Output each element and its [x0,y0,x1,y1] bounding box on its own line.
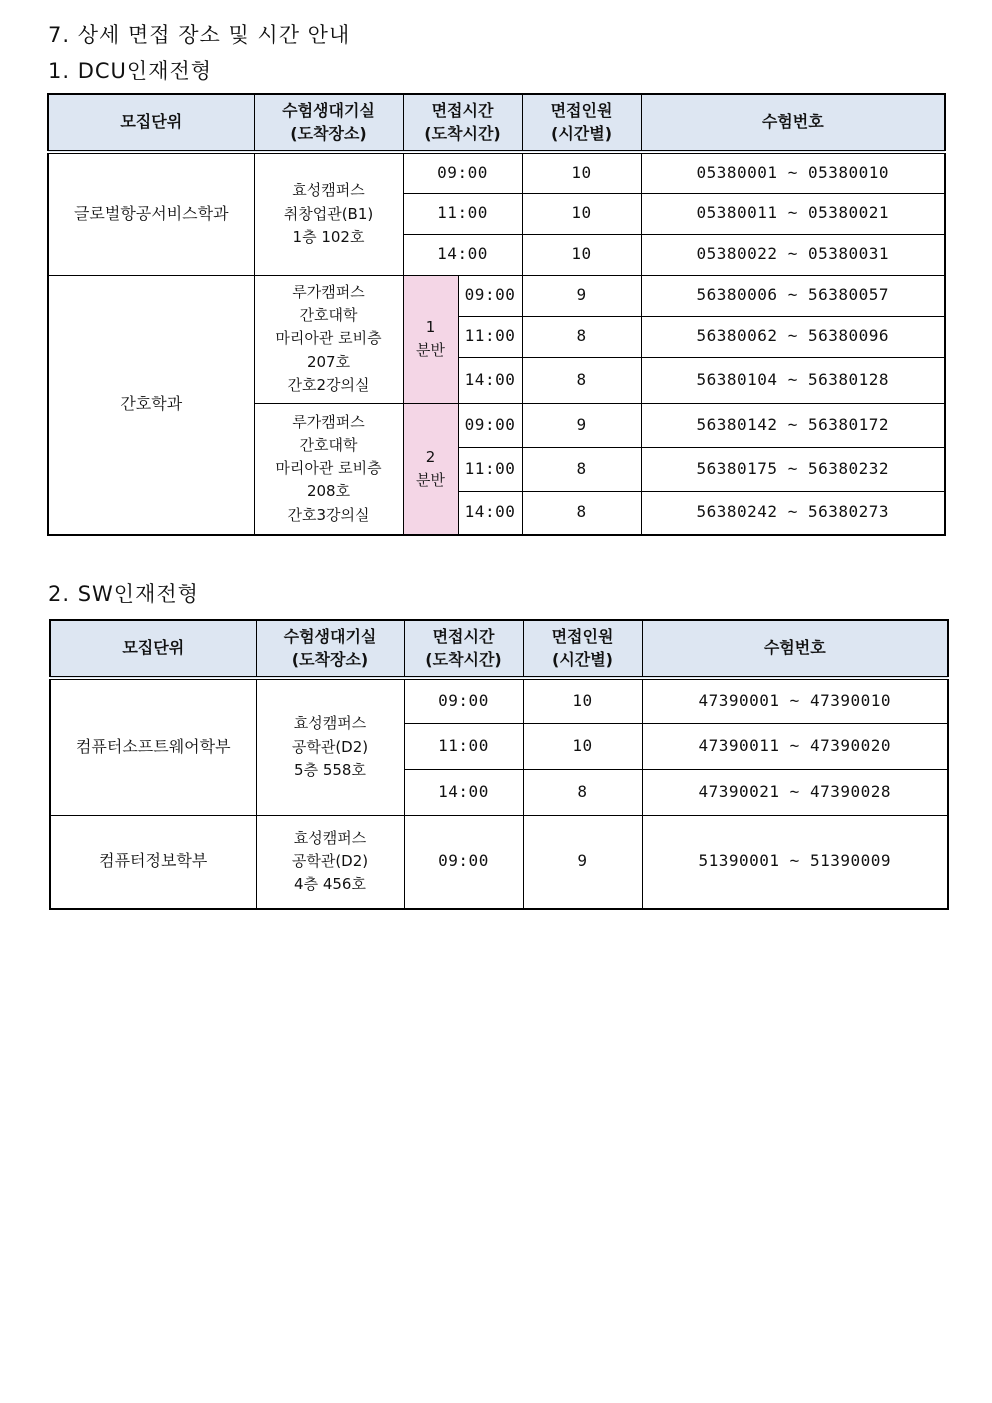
interview-time: 09:00 [458,275,522,316]
table-header-row [50,620,948,678]
interview-count: 8 [522,357,641,403]
table-row [50,678,948,723]
interview-time: 14:00 [458,491,522,535]
interview-count: 9 [522,275,641,316]
exam-number-range: 05380011 ~ 05380021 [641,193,945,234]
exam-number-range: 56380104 ~ 56380128 [641,357,945,403]
interview-time: 11:00 [404,723,523,769]
interview-count: 10 [522,234,641,275]
interview-time: 11:00 [403,193,522,234]
waiting-room: 루가캠퍼스 간호대학 마리아관 로비층 208호 간호3강의실 [254,403,403,535]
dcu-title: 1. DCU인재전형 [48,59,213,83]
exam-number-range: 56380062 ~ 56380096 [641,316,945,357]
exam-number-range: 56380175 ~ 56380232 [641,447,945,491]
header-unit: 모집단위 [48,94,254,152]
interview-time: 09:00 [403,152,522,193]
interview-count: 8 [522,316,641,357]
interview-count: 10 [523,723,642,769]
exam-number-range: 56380142 ~ 56380172 [641,403,945,447]
header-time: 면접시간 (도착시간) [403,94,522,152]
interview-time: 11:00 [458,316,522,357]
dept-name: 컴퓨터정보학부 [50,815,256,909]
interview-time: 09:00 [404,815,523,909]
interview-time: 11:00 [458,447,522,491]
interview-count: 10 [523,678,642,723]
header-time: 면접시간 (도착시간) [404,620,523,678]
waiting-room: 효성캠퍼스 공학관(D2) 5층 558호 [256,678,404,815]
interview-count: 10 [522,193,641,234]
sw-schedule-table [49,619,949,910]
interview-count: 8 [522,447,641,491]
exam-number-range: 47390021 ~ 47390028 [642,769,948,815]
interview-count: 9 [523,815,642,909]
interview-time: 09:00 [404,678,523,723]
dept-name: 컴퓨터소프트웨어학부 [50,678,256,815]
sw-title: 2. SW인재전형 [48,582,199,606]
waiting-room: 효성캠퍼스 취창업관(B1) 1층 102호 [254,152,403,275]
interview-time: 14:00 [458,357,522,403]
header-room: 수험생대기실 (도착장소) [254,94,403,152]
interview-count: 10 [522,152,641,193]
waiting-room: 효성캠퍼스 공학관(D2) 4층 456호 [256,815,404,909]
interview-count: 8 [522,491,641,535]
section-title: 7. 상세 면접 장소 및 시간 안내 [48,23,351,47]
interview-count: 9 [522,403,641,447]
class-group-badge: 1 분반 [403,275,458,403]
exam-number-range: 56380242 ~ 56380273 [641,491,945,535]
dcu-schedule-table [47,93,946,536]
exam-number-range: 05380001 ~ 05380010 [641,152,945,193]
dept-name: 글로벌항공서비스학과 [48,152,254,275]
table-row [48,152,945,193]
interview-time: 14:00 [403,234,522,275]
exam-number-range: 05380022 ~ 05380031 [641,234,945,275]
exam-number-range: 51390001 ~ 51390009 [642,815,948,909]
header-count: 면접인원 (시간별) [523,620,642,678]
table-row [50,815,948,909]
exam-number-range: 47390011 ~ 47390020 [642,723,948,769]
waiting-room: 루가캠퍼스 간호대학 마리아관 로비층 207호 간호2강의실 [254,275,403,403]
class-group-badge: 2 분반 [403,403,458,535]
table-row [48,275,945,316]
table-header-row [48,94,945,152]
exam-number-range: 56380006 ~ 56380057 [641,275,945,316]
header-unit: 모집단위 [50,620,256,678]
header-exam-no: 수험번호 [641,94,945,152]
exam-number-range: 47390001 ~ 47390010 [642,678,948,723]
interview-count: 8 [523,769,642,815]
header-exam-no: 수험번호 [642,620,948,678]
interview-time: 14:00 [404,769,523,815]
header-count: 면접인원 (시간별) [522,94,641,152]
header-room: 수험생대기실 (도착장소) [256,620,404,678]
interview-time: 09:00 [458,403,522,447]
dept-name: 간호학과 [48,275,254,535]
